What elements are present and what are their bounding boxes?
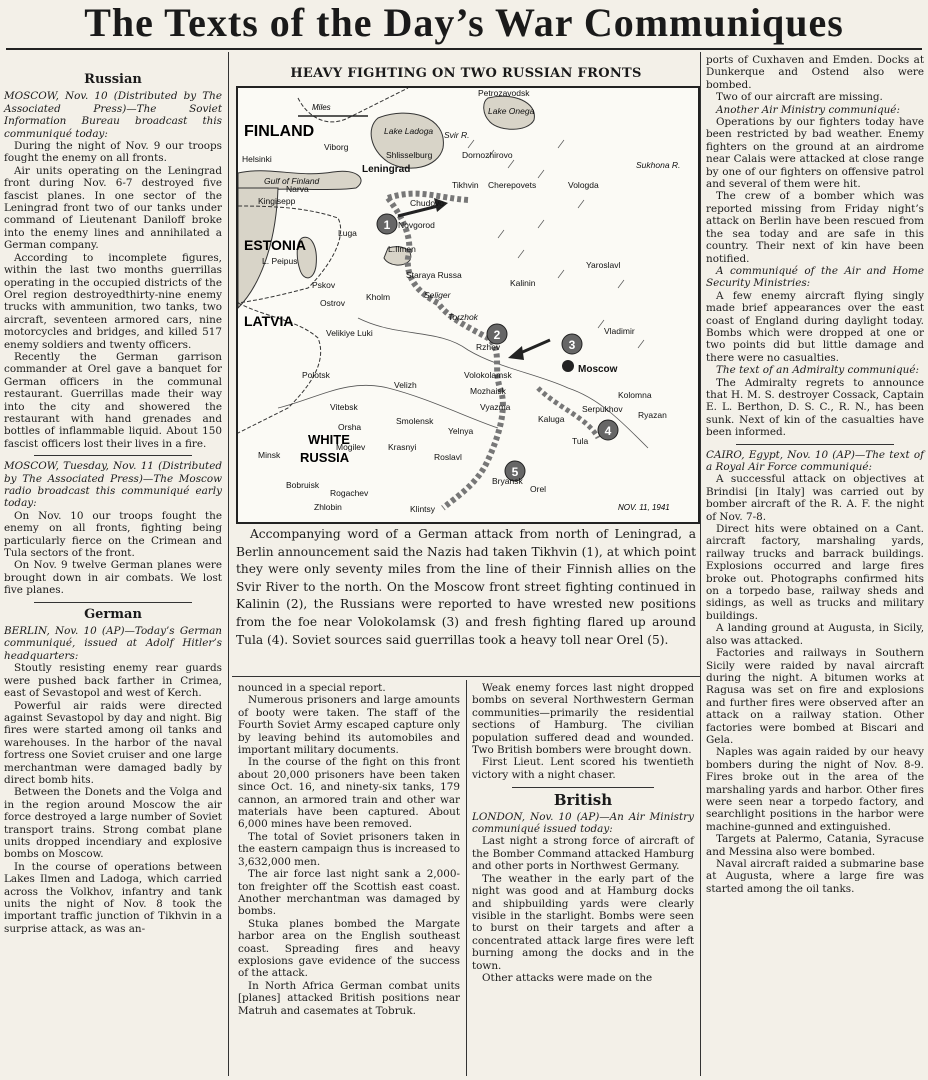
city-label: Ostrov <box>320 298 346 308</box>
map-title: HEAVY FIGHTING ON TWO RUSSIAN FRONTS <box>290 66 642 81</box>
paragraph: A successful attack on objectives at Brindisi [in Italy] was carried out by bomber aircraft of the R. A. F. the night of Nov. 7-8. <box>706 473 924 523</box>
city-label: Kingisepp <box>258 196 296 206</box>
column-3 <box>472 682 694 984</box>
dateline: MOSCOW, Tuesday, Nov. 11 (Distributed by The Associated Press)—The Moscow radio broadcast this communiqué early today: <box>4 460 222 510</box>
city-label: Vyazma <box>480 402 511 412</box>
column-4 <box>706 54 924 895</box>
dateline: MOSCOW, Nov. 10 (Distributed by The Associated Press)—The Soviet Information Bureau broadcast this communiqué today: <box>4 90 222 140</box>
paragraph: Naples was again raided by our heavy bombers during the night of Nov. 8-9. Fires broke out in the area of the marshaling yards and harbor. Other fires were seen near a torpedo factory, and searchlight positions in the harbor were machine-gunned and extinguished. <box>706 746 924 833</box>
dateline: BERLIN, Nov. 10 (AP)—Today’s German communiqué, issued at Adolf Hitler’s headquarters: <box>4 625 222 662</box>
section-head-british: British <box>553 791 613 810</box>
paragraph: In the course of the fight on this front about 20,000 prisoners have been taken since Oct. 16, and ninety-six tanks, 179 cannon, an armored train and other war materials have been captured. About 6,000 mines have been removed. <box>238 756 460 831</box>
city-label: Viborg <box>324 142 349 152</box>
city-label: Volokolamsk <box>464 370 512 380</box>
dateline: CAIRO, Egypt, Nov. 10 (AP)—The text of a Royal Air Force communiqué: <box>706 448 924 473</box>
paragraph: The air force last night sank a 2,000-ton freighter off the Scottish east coast. Another merchantman was damaged by bombs. <box>238 868 460 918</box>
city-label: Kaluga <box>538 414 565 424</box>
column-1 <box>4 68 222 935</box>
paragraph: The Admiralty regrets to announce that H. M. S. destroyer Cossack, Captain E. L. Berthon, D. S. C., R. N., has been sunk. Next of kin of the casualties have been informed. <box>706 376 924 439</box>
city-label: Dornozhirovo <box>462 150 513 160</box>
paragraph: Stoutly resisting enemy rear guards were pushed back farther in Crimea, east of Sevastopol and west of Kerch. <box>4 662 222 700</box>
section-head-russian: Russian <box>84 72 142 87</box>
city-label: Gulf of Finland <box>264 176 320 186</box>
paragraph: Two of our aircraft are missing. <box>716 91 883 104</box>
map-bottom-rule <box>232 676 700 677</box>
marker-label: 2 <box>493 328 501 342</box>
city-label: Torzhok <box>448 312 478 322</box>
section-divider <box>736 444 894 445</box>
city-label: Yaroslavl <box>586 260 621 270</box>
city-label: Yelnya <box>448 426 474 436</box>
city-label: Krasnyi <box>388 442 417 452</box>
city-label: Helsinki <box>242 154 272 164</box>
city-label: Mozhaisk <box>470 386 506 396</box>
city-label: Vitebsk <box>330 402 358 412</box>
city-label: Rogachev <box>330 488 369 498</box>
scale-label: Miles <box>312 103 331 112</box>
paragraph: A few enemy aircraft flying singly made brief appearances over the east coast of England during daylight today. Bombs which were dropped at one or two points did but little damage and there were no casualties. <box>706 289 924 364</box>
city-label: Petrozavodsk <box>478 88 530 98</box>
paragraph: The crew of a bomber which was reported missing from Friday night’s attack on Berlin have been rescued from the sea today and are safe in this country. Their next of kin have been notified. <box>706 190 924 265</box>
map-date-stamp: NOV. 11, 1941 <box>618 503 670 512</box>
paragraph: Operations by our fighters today have been restricted by bad weather. Enemy fighters on the ground at an airdrome near Calais were attacked at close range by one of our fighters on offensive patrol and several of them were hit. <box>706 116 924 191</box>
city-label: Pskov <box>312 280 336 290</box>
section-divider <box>512 787 654 788</box>
city-label: Leningrad <box>362 164 411 175</box>
paragraph: Numerous prisoners and large amounts of booty were taken. The staff of the Fourth Soviet Army escaped capture only by leaving behind its automobiles and important military documents. <box>238 694 460 757</box>
paragraph: nounced in a special report. <box>238 682 386 694</box>
city-label: Minsk <box>258 450 281 460</box>
marker-label: 4 <box>604 424 612 438</box>
country-label: ESTONIA <box>244 237 306 253</box>
city-label: Serpukhov <box>582 404 623 414</box>
paragraph: Recently the German garrison commander at Orel gave a banquet for German officers in the communal restaurant. Guerrillas made their way into the city and showered the restaurant with hand grenades and bottles of inflammable liquid. About 150 fascist officers lost their lives in a fire. <box>4 350 222 450</box>
city-label: Novgorod <box>398 220 435 230</box>
city-label: Tikhvin <box>452 180 479 190</box>
paragraph: ports of Cuxhaven and Emden. Docks at Dunkerque and Ostend also were bombed. <box>706 54 924 91</box>
city-label: Chudovo <box>410 198 445 208</box>
column-2 <box>238 682 460 1017</box>
city-label: Bryansk <box>492 476 523 486</box>
paragraph: A landing ground at Augusta, in Sicily, also was attacked. <box>706 622 924 647</box>
city-label: Smolensk <box>396 416 434 426</box>
city-label: Velizh <box>394 380 417 390</box>
city-label: Svir R. <box>444 130 470 140</box>
headline: The Texts of the Day’s War Communiques <box>84 0 844 45</box>
paragraph: Air units operating on the Leningrad front during Nov. 6-7 destroyed five fascist planes. In one sector of the Leningrad front two of our tanks under command of Lieutenant Daniloff broke into the enemy lines and annihilated a German company. <box>4 164 222 252</box>
city-label: Lake Ladoga <box>384 126 434 136</box>
country-label: LATVIA <box>244 313 294 329</box>
section-head-german: German <box>84 606 142 622</box>
city-label: Polotsk <box>302 370 330 380</box>
city-label: Bobruisk <box>286 480 320 490</box>
city-label: Velikiye Luki <box>326 328 373 338</box>
city-label: Roslavl <box>434 452 462 462</box>
section-divider <box>34 455 192 456</box>
section-divider <box>34 602 192 603</box>
city-label: Moscow <box>578 364 618 375</box>
paragraph: Other attacks were made on the <box>482 971 653 984</box>
paragraph: According to incomplete figures, within the last two months guerrillas operating in the occupied districts of the Orel region destroyedthirty-nine enemy trucks with ammunition, two tanks, two aircraft, seventeen armored cars, nine motorcycles and bridges, and killed 517 enemy soldiers and twenty officers. <box>4 251 222 351</box>
column-rule <box>466 680 467 1076</box>
map-caption: Accompanying word of a German attack from north of Leningrad, a Berlin announcement said the Nazis had taken Tikhvin (1), at which point they were only seventy miles from the line of their Finnish allies on the Svir River to the north. On the Moscow front street fighting continued in Kalinin (2), the Russians were reported to have wrested new positions from the foe near Volokolamsk (3) and fresh fighting flared up around Tula (4). Soviet sources said guerrillas took a heavy toll near Orel (5). <box>236 527 696 647</box>
headline-rule <box>6 48 922 50</box>
city-label: Vologda <box>568 180 599 190</box>
sub-label: A communiqué of the Air and Home Security Ministries: <box>706 264 924 290</box>
paragraph: On Nov. 9 twelve German planes were brought down in air combats. We lost five planes. <box>4 559 222 597</box>
city-label: Kolomna <box>618 390 652 400</box>
map-graphic <box>238 88 694 518</box>
city-label: Orel <box>530 484 547 494</box>
sub-label: The text of an Admiralty communiqué: <box>716 364 919 377</box>
paragraph: In North Africa German combat units [planes] attacked British positions near Matruh and casemates at Tobruk. <box>238 979 460 1017</box>
map <box>236 86 700 524</box>
city-label: Luga <box>338 228 357 238</box>
paragraph: First Lieut. Lent scored his twentieth victory with a night chaser. <box>472 756 694 781</box>
column-rule <box>700 52 701 1076</box>
paragraph: Last night a strong force of aircraft of the Bomber Command attacked Hamburg and other ports in Northwest Germany. <box>472 835 694 873</box>
country-label: FINLAND <box>244 123 315 140</box>
city-label: Vladimir <box>604 326 635 336</box>
city-label: Zhlobin <box>314 502 342 512</box>
paragraph: Targets at Palermo, Catania, Syracuse and Messina also were bombed. <box>706 833 924 858</box>
paragraph: The weather in the early part of the night was good and at Hamburg docks and shipbuilding yards were clearly visible in the starlight. Bombs were seen to burst on their targets and after a concentrated attack large fires were left burning among the docks and in the town. <box>472 872 694 972</box>
sub-label: Another Air Ministry communiqué: <box>716 103 900 116</box>
paragraph: During the night of Nov. 9 our troops fought the enemy on all fronts. <box>4 140 222 165</box>
city-label: Tula <box>572 436 589 446</box>
city-label: Narva <box>286 184 309 194</box>
paragraph: On Nov. 10 our troops fought the enemy on all fronts, fighting being particularly fierce on the Crimean and Tula sectors of the front. <box>4 509 222 560</box>
city-label: Kalinin <box>510 278 536 288</box>
paragraph: Between the Donets and the Volga and in the region around Moscow the air force destroyed a large number of Soviet transport trains. Strong combat plane units dropped incendiary and explosive bombs on Moscow. <box>4 786 222 861</box>
city-label: L.Ilmen <box>388 244 416 254</box>
dateline: LONDON, Nov. 10 (AP)—An Air Ministry communiqué issued today: <box>472 810 694 836</box>
city-label: L. Peipus <box>262 256 298 266</box>
city-label: Klintsy <box>410 504 436 514</box>
city-label: Rzhev <box>476 342 501 352</box>
city-label: Lake Onega <box>488 106 535 116</box>
paragraph: Direct hits were obtained on a Cant. aircraft factory, marshaling yards, railway trucks and barrack buildings. Explosions occurred and large fires broke out. Photographs confirmed hits on a torpedo base, railway sheds and sidings, as well as trucks and military buildings. <box>706 523 924 622</box>
city-label: Seliger <box>424 290 451 300</box>
paragraph: The total of Soviet prisoners taken in the eastern campaign thus is increased to 3,632,000 men. <box>238 830 460 868</box>
city-label: Orsha <box>338 422 362 432</box>
city-label: Kholm <box>366 292 391 302</box>
paragraph: Stuka planes bombed the Margate harbor area on the English southeast coast. Spreading fires and heavy explosions gave evidence of the success of the attack. <box>238 917 460 980</box>
country-label: WHITE <box>308 432 350 447</box>
paragraph: In the course of operations between Lakes Ilmen and Ladoga, which carried across the Volkhov, infantry and tank units the night of Nov. 8 took the important traffic junction of Tikhvin in a surprise attack, as was an- <box>4 860 222 935</box>
city-label: Sukhona R. <box>636 160 681 170</box>
country-label: RUSSIA <box>300 450 350 465</box>
marker-label: 5 <box>511 465 519 479</box>
paragraph: Naval aircraft raided a submarine base at Augusta, where a large fire was started among the oil tanks. <box>706 858 924 895</box>
marker-label: 3 <box>568 338 576 352</box>
city-label: Shlisselburg <box>386 150 433 160</box>
paragraph: Powerful air raids were directed against Sevastopol by day and night. Big fires were started among oil tanks and warehouses. In the harbor of the naval fortress one Soviet cruiser and one large merchantman were damaged badly by direct bomb hits. <box>4 699 222 786</box>
city-label: Cherepovets <box>488 180 537 190</box>
city-label: Ryazan <box>638 410 667 420</box>
city-label: Mogilev <box>336 442 366 452</box>
paragraph: Factories and railways in Southern Sicily were raided by naval aircraft during the night. A bitumen works at Ragusa was set on fire and explosions and further fires were observed after an attack on a railway station. Other factories were bombed at Biscari and Gela. <box>706 647 924 746</box>
city-label: Staraya Russa <box>406 270 462 280</box>
column-rule <box>228 52 229 1076</box>
paragraph: Weak enemy forces last night dropped bombs on several Northwestern German communities—primarily the residential sections of Hamburg. The civilian population suffered dead and wounded. Two British bombers were brought down. <box>472 682 694 757</box>
marker-label: 1 <box>383 218 391 232</box>
